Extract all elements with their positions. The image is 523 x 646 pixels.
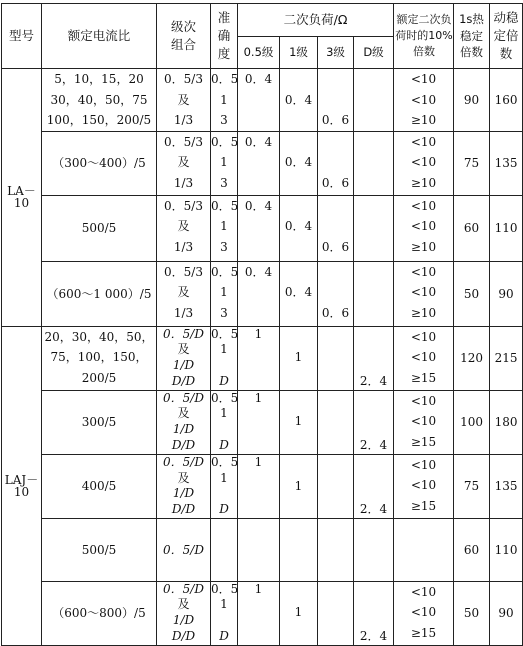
accuracy-line: 3 xyxy=(220,113,228,127)
header-multiple: 额定二次负荷时的10%倍数 xyxy=(394,4,454,69)
combo-line: 及 xyxy=(177,470,190,485)
burden-value: 0．6 xyxy=(321,239,350,254)
burden-value: 0．4 xyxy=(244,134,273,149)
burden-value: 0．6 xyxy=(321,305,350,320)
accuracy-line: D xyxy=(219,438,229,453)
multiple-cell xyxy=(394,195,454,261)
combo-line: 0．5/D xyxy=(163,542,204,557)
burden-b3-cell xyxy=(318,326,354,390)
multiple-line: ≥10 xyxy=(410,113,437,127)
table-row xyxy=(2,519,523,582)
rated-ratio-line: 5，10，15，20 xyxy=(54,72,144,86)
burden-value: 0．4 xyxy=(284,219,313,233)
burden-value: 1 xyxy=(254,326,263,341)
burden-bd-cell xyxy=(354,581,394,645)
burden-b1-cell xyxy=(280,261,318,326)
burden-b3-cell xyxy=(318,390,354,454)
burden-value: 0．4 xyxy=(284,285,313,299)
rated-ratio-cell: 400/5 xyxy=(42,454,157,518)
multiple-line: <10 xyxy=(410,219,437,233)
accuracy-line xyxy=(211,613,237,629)
dynamic-cell: 135 xyxy=(490,131,523,195)
rated-ratio-line: 30，40，50，75 xyxy=(50,92,148,107)
combo-line: 及 xyxy=(177,406,190,421)
burden-b3-cell xyxy=(318,195,354,261)
multiple-line: ≥10 xyxy=(410,239,437,254)
rated-ratio-cell: （600～1 000）/5 xyxy=(42,261,157,326)
combo-line: 1/3 xyxy=(173,113,194,127)
header-rated-ratio: 额定电流比 xyxy=(42,4,157,69)
accuracy-cell xyxy=(211,195,238,261)
multiple-line: <10 xyxy=(410,329,437,344)
accuracy-line: 0．5 xyxy=(211,198,239,213)
burden-b3-cell xyxy=(318,581,354,645)
burden-b1-cell xyxy=(280,69,318,132)
burden-value: 2．4 xyxy=(359,502,388,517)
combo-line: 1/D xyxy=(172,613,195,628)
multiple-line: <10 xyxy=(410,264,437,279)
burden-bd-cell xyxy=(354,195,394,261)
rated-ratio-line: 75，100，150， xyxy=(50,350,148,364)
accuracy-line: 3 xyxy=(220,305,228,320)
combo-cell xyxy=(157,131,211,195)
thermal-cell: 90 xyxy=(454,69,490,132)
multiple-cell xyxy=(394,326,454,390)
accuracy-line: 0．5 xyxy=(211,326,239,341)
dynamic-cell: 110 xyxy=(490,519,523,582)
burden-b1-cell xyxy=(280,390,318,454)
table-row xyxy=(2,581,523,645)
dynamic-cell: 160 xyxy=(490,69,523,132)
header-accuracy: 准确度 xyxy=(211,4,238,69)
combo-line: 及 xyxy=(177,285,190,299)
combo-cell xyxy=(157,390,211,454)
thermal-cell: 60 xyxy=(454,519,490,582)
multiple-line: ≥10 xyxy=(410,305,437,320)
thermal-cell: 100 xyxy=(454,390,490,454)
burden-value: 2．4 xyxy=(359,628,388,643)
combo-line: D/D xyxy=(171,438,196,453)
combo-cell xyxy=(157,195,211,261)
combo-line: 0．5/3 xyxy=(164,134,203,149)
dynamic-cell: 135 xyxy=(490,454,523,518)
accuracy-cell xyxy=(211,454,238,518)
rated-ratio-line: 100，150，200/5 xyxy=(46,113,152,127)
table-row xyxy=(2,69,523,132)
combo-cell xyxy=(157,519,211,582)
burden-value: 0．6 xyxy=(321,175,350,190)
accuracy-line xyxy=(211,486,237,502)
table-header xyxy=(2,4,523,69)
combo-line: 1/D xyxy=(172,422,195,437)
burden-bd-cell xyxy=(354,69,394,132)
header-model: 型号 xyxy=(2,4,42,69)
accuracy-cell xyxy=(211,326,238,390)
accuracy-cell xyxy=(211,69,238,132)
combo-line: 1/3 xyxy=(173,305,194,320)
table-row xyxy=(2,326,523,390)
accuracy-line: D xyxy=(219,373,229,388)
burden-b1-cell xyxy=(280,581,318,645)
accuracy-line: 1 xyxy=(220,285,228,299)
accuracy-line: 0．5 xyxy=(211,581,239,596)
burden-value: 0．4 xyxy=(244,198,273,213)
burden-value: 1 xyxy=(254,454,263,469)
rated-ratio-cell: 500/5 xyxy=(42,195,157,261)
header-burden-col: 1级 xyxy=(280,37,318,69)
multiple-line: <10 xyxy=(410,155,437,169)
multiple-line: <10 xyxy=(410,457,437,472)
multiple-line: <10 xyxy=(410,478,437,493)
burden-value: 2．4 xyxy=(359,373,388,388)
burden-bd-cell xyxy=(354,519,394,582)
rated-ratio-cell: 300/5 xyxy=(42,390,157,454)
multiple-line: ≥15 xyxy=(410,370,437,385)
burden-bd-cell xyxy=(354,261,394,326)
burden-value: 0．6 xyxy=(321,113,350,127)
burden-b05-cell xyxy=(238,69,280,132)
accuracy-line xyxy=(211,422,237,438)
burden-value: 2．4 xyxy=(359,438,388,453)
burden-b05-cell xyxy=(238,390,280,454)
burden-value: 1 xyxy=(294,478,303,493)
combo-line: 1/D xyxy=(172,358,195,373)
burden-b05-cell xyxy=(238,326,280,390)
burden-value: 0．4 xyxy=(284,155,313,169)
multiple-cell xyxy=(394,454,454,518)
burden-b1-cell xyxy=(280,131,318,195)
burden-value: 0．4 xyxy=(244,72,273,86)
multiple-line: <10 xyxy=(410,605,437,620)
table-row xyxy=(2,195,523,261)
accuracy-line: D xyxy=(219,628,229,643)
multiple-line: ≥15 xyxy=(410,434,437,449)
accuracy-cell xyxy=(211,131,238,195)
accuracy-cell xyxy=(211,390,238,454)
accuracy-line: 0．5 xyxy=(211,264,239,279)
accuracy-line: 3 xyxy=(220,239,228,254)
accuracy-line: D xyxy=(219,502,229,517)
burden-value: 0．4 xyxy=(284,92,313,107)
multiple-line: ≥10 xyxy=(410,175,437,190)
combo-cell xyxy=(157,69,211,132)
dynamic-cell: 215 xyxy=(490,326,523,390)
burden-b05-cell xyxy=(238,261,280,326)
combo-line: 1/3 xyxy=(173,175,194,190)
burden-bd-cell xyxy=(354,390,394,454)
combo-line: 0．5/D xyxy=(163,326,204,341)
accuracy-line: 0．5 xyxy=(211,454,239,469)
burden-bd-cell xyxy=(354,454,394,518)
combo-line: 0．5/D xyxy=(163,390,204,405)
burden-value: 1 xyxy=(254,390,263,405)
burden-b1-cell xyxy=(280,454,318,518)
multiple-line: <10 xyxy=(410,72,437,86)
combo-line: 及 xyxy=(177,597,190,612)
accuracy-line: 0．5 xyxy=(211,390,239,405)
rated-ratio-line: 20，30，40，50， xyxy=(44,329,154,344)
accuracy-line: 0．5 xyxy=(211,72,239,86)
header-burden: 二次负荷/Ω xyxy=(238,4,394,37)
header-thermal: 1s热稳定倍数 xyxy=(454,4,490,69)
burden-b3-cell xyxy=(318,454,354,518)
multiple-cell xyxy=(394,261,454,326)
multiple-cell xyxy=(394,131,454,195)
rated-ratio-cell xyxy=(42,326,157,390)
table-row xyxy=(2,261,523,326)
multiple-cell xyxy=(394,69,454,132)
combo-line: 及 xyxy=(177,342,190,357)
accuracy-cell xyxy=(211,581,238,645)
model-cell: LAJ－10 xyxy=(2,326,42,645)
header-dynamic: 动稳定倍数 xyxy=(490,4,523,69)
burden-value: 1 xyxy=(294,350,303,365)
header-burden-col: D级 xyxy=(354,37,394,69)
multiple-cell xyxy=(394,519,454,582)
combo-line: 0．5/D xyxy=(163,454,204,469)
combo-line: 0．5/3 xyxy=(164,72,203,86)
burden-value: 0．4 xyxy=(244,264,273,279)
burden-bd-cell xyxy=(354,326,394,390)
burden-b05-cell xyxy=(238,131,280,195)
combo-cell xyxy=(157,261,211,326)
burden-b05-cell xyxy=(238,195,280,261)
burden-b3-cell xyxy=(318,69,354,132)
combo-line: 1/3 xyxy=(173,239,194,254)
accuracy-line: 0．5 xyxy=(211,134,239,149)
multiple-line: <10 xyxy=(410,350,437,364)
burden-b3-cell xyxy=(318,131,354,195)
multiple-line: <10 xyxy=(410,584,437,599)
burden-b1-cell xyxy=(280,519,318,582)
dynamic-cell: 180 xyxy=(490,390,523,454)
accuracy-line: 3 xyxy=(220,175,228,190)
accuracy-line: 1 xyxy=(220,342,228,357)
thermal-cell: 75 xyxy=(454,131,490,195)
model-cell: LA－10 xyxy=(2,69,42,327)
multiple-line: ≥15 xyxy=(410,625,437,640)
combo-line: 0．5/D xyxy=(163,581,204,596)
multiple-line: <10 xyxy=(410,285,437,299)
dynamic-cell: 90 xyxy=(490,261,523,326)
multiple-line: ≥15 xyxy=(410,498,437,513)
spec-table xyxy=(1,3,523,646)
combo-cell xyxy=(157,581,211,645)
thermal-cell: 50 xyxy=(454,261,490,326)
dynamic-cell: 110 xyxy=(490,195,523,261)
thermal-cell: 60 xyxy=(454,195,490,261)
table-row xyxy=(2,390,523,454)
accuracy-line: 1 xyxy=(220,406,228,421)
multiple-line: <10 xyxy=(410,414,437,429)
rated-ratio-cell xyxy=(42,69,157,132)
combo-line: 及 xyxy=(177,92,190,107)
burden-value: 1 xyxy=(294,605,303,620)
burden-b1-cell xyxy=(280,195,318,261)
combo-line: D/D xyxy=(171,628,196,643)
burden-value: 1 xyxy=(254,581,263,596)
combo-line: 及 xyxy=(177,219,190,233)
thermal-cell: 120 xyxy=(454,326,490,390)
combo-line: 0．5/3 xyxy=(164,198,203,213)
burden-b05-cell xyxy=(238,454,280,518)
accuracy-cell xyxy=(211,261,238,326)
combo-line: 及 xyxy=(177,155,190,169)
accuracy-line xyxy=(211,358,237,374)
combo-cell xyxy=(157,454,211,518)
header-combo: 级次组合 xyxy=(157,4,211,69)
accuracy-cell xyxy=(211,519,238,582)
combo-line: D/D xyxy=(171,502,196,517)
burden-b3-cell xyxy=(318,261,354,326)
table-row xyxy=(2,454,523,518)
combo-line: 1/D xyxy=(172,486,195,501)
table-body xyxy=(2,69,523,646)
thermal-cell: 75 xyxy=(454,454,490,518)
rated-ratio-cell: 500/5 xyxy=(42,519,157,582)
dynamic-cell: 90 xyxy=(490,581,523,645)
accuracy-line: 1 xyxy=(220,597,228,612)
header-burden-col: 0.5级 xyxy=(238,37,280,69)
multiple-cell xyxy=(394,581,454,645)
accuracy-line: 1 xyxy=(220,219,228,233)
combo-line: 0．5/3 xyxy=(164,264,203,279)
rated-ratio-cell: （600～800）/5 xyxy=(42,581,157,645)
multiple-line: <10 xyxy=(410,393,437,408)
burden-b05-cell xyxy=(238,519,280,582)
multiple-cell xyxy=(394,390,454,454)
accuracy-line: 1 xyxy=(220,470,228,485)
burden-b1-cell xyxy=(280,326,318,390)
burden-b3-cell xyxy=(318,519,354,582)
multiple-line: <10 xyxy=(410,92,437,107)
burden-bd-cell xyxy=(354,131,394,195)
burden-b05-cell xyxy=(238,581,280,645)
multiple-line: <10 xyxy=(410,198,437,213)
rated-ratio-cell: （300～400）/5 xyxy=(42,131,157,195)
combo-line: D/D xyxy=(171,373,196,388)
rated-ratio-line: 200/5 xyxy=(81,370,117,385)
burden-value: 1 xyxy=(294,414,303,429)
header-burden-col: 3级 xyxy=(318,37,354,69)
accuracy-line: 1 xyxy=(220,155,228,169)
accuracy-line: 1 xyxy=(220,92,228,107)
combo-cell xyxy=(157,326,211,390)
thermal-cell: 50 xyxy=(454,581,490,645)
multiple-line: <10 xyxy=(410,134,437,149)
table-row xyxy=(2,131,523,195)
